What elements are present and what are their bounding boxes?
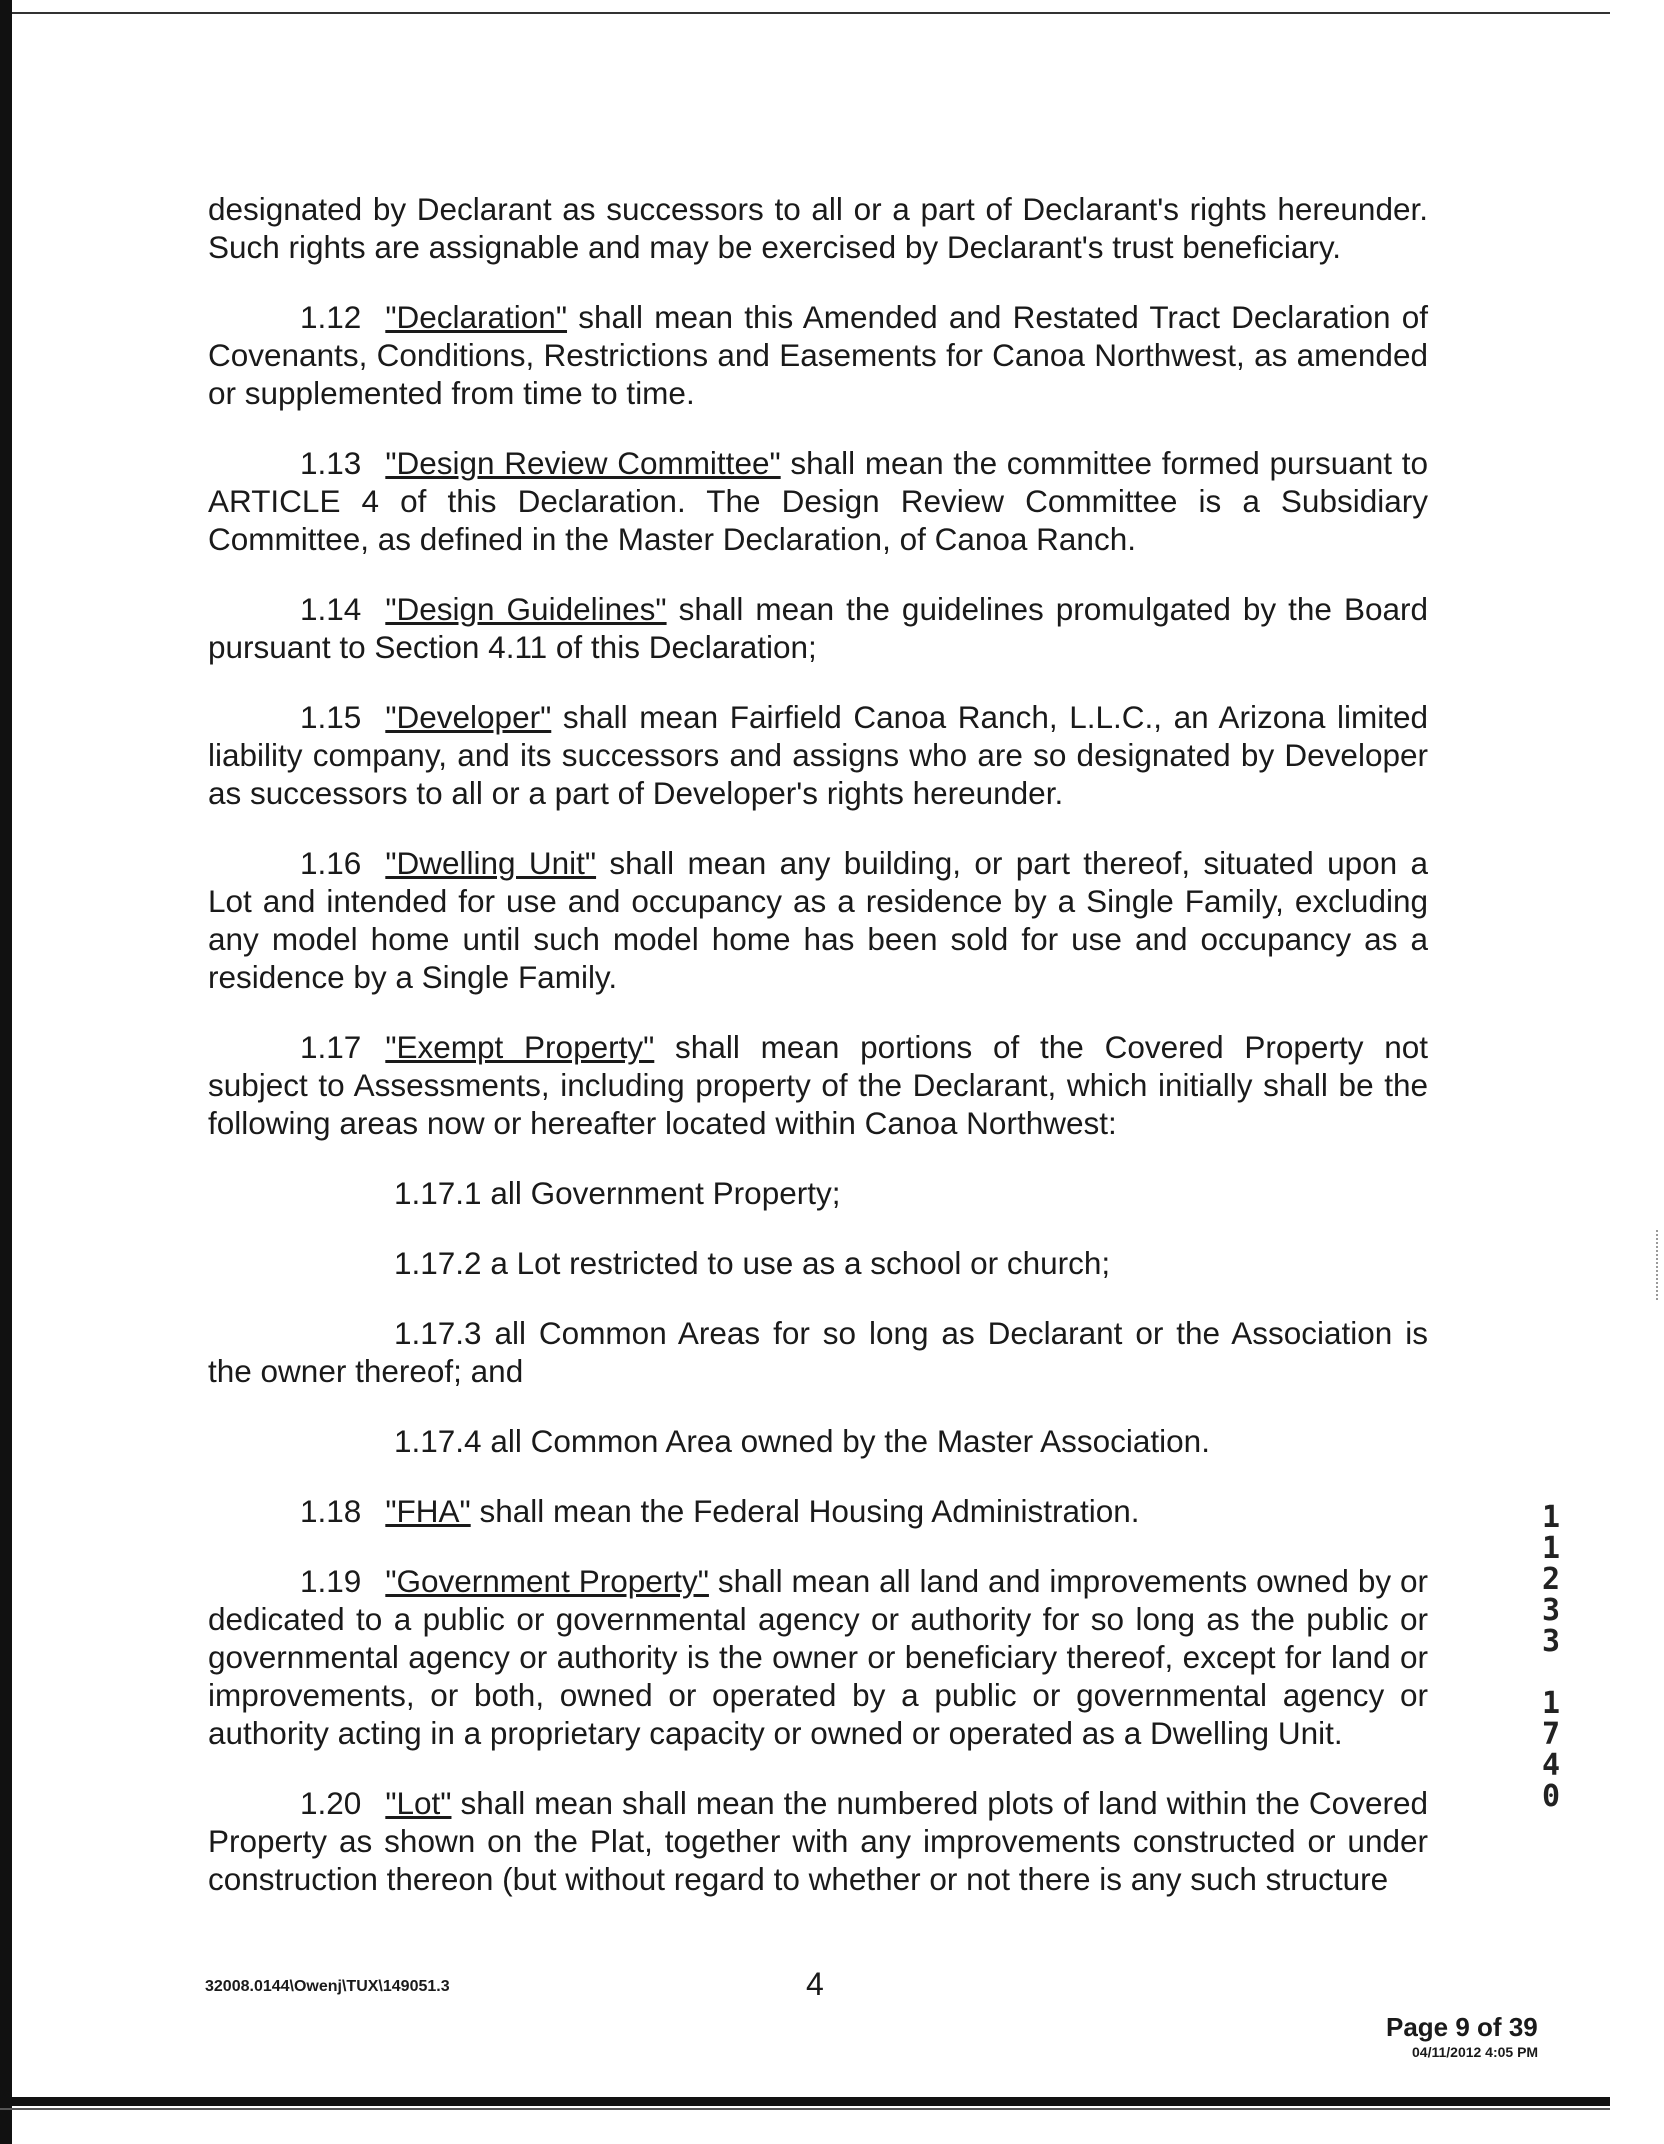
scan-edge-mark (1656, 1230, 1660, 1300)
definition-text: shall mean portions of the Covered Property not subject to Assessments, including property of the Declarant, which initially shall be the following areas now or hereafter located within Canoa Northwest: (208, 1029, 1428, 1141)
section-number: 1.12 (300, 299, 362, 335)
paragraph (208, 844, 1428, 996)
paragraph: 1.17.2 a Lot restricted to use as a school or church; (394, 1245, 1111, 1281)
definition-text: shall mean this Amended and Restated Tract Declaration of Covenants, Conditions, Restrictions and Easements for Canoa Northwest, as amended or supplemented from time to time. (208, 299, 1428, 411)
defined-term: "Lot" (385, 1785, 452, 1821)
stamp-digit: 2 (1541, 1562, 1561, 1597)
document-body (208, 190, 1428, 1930)
page-of-total: Page 9 of 39 (1386, 2012, 1538, 2042)
definition-text: shall mean the guidelines promulgated by the Board pursuant to Section 4.11 of this Declaration; (208, 591, 1429, 665)
section-number: 1.18 (300, 1493, 362, 1529)
recording-stamp-lower (1536, 1688, 1566, 1812)
defined-term: "Government Property" (385, 1563, 709, 1599)
page-number: 4 (806, 1966, 824, 2002)
stamp-digit: 4 (1541, 1748, 1561, 1783)
paragraph: designated by Declarant as successors to all or a part of Declarant's rights hereunder. Such rights are assignable and may be exercised by Declarant's trust beneficiary. (208, 191, 1428, 265)
section-number: 1.20 (300, 1785, 362, 1821)
recording-stamp-upper (1536, 1502, 1566, 1657)
defined-term: "Dwelling Unit" (385, 845, 597, 881)
defined-term: "Developer" (385, 699, 552, 735)
definition-text: shall mean the committee formed pursuant to ARTICLE 4 of this Declaration. The Design Review Committee is a Subsidiary Committee, as defined in the Master Declaration, of Canoa Ranch. (208, 445, 1428, 557)
stamp-digit: 7 (1541, 1717, 1561, 1752)
paragraph (208, 1562, 1428, 1752)
defined-term: "Exempt Property" (385, 1029, 655, 1065)
stamp-digit: 1 (1541, 1686, 1561, 1721)
stamp-digit: 3 (1541, 1624, 1561, 1659)
scan-border-top (0, 12, 1610, 14)
defined-term: "Declaration" (385, 299, 568, 335)
paragraph (208, 590, 1428, 666)
section-number: 1.14 (300, 591, 362, 627)
section-number: 1.15 (300, 699, 362, 735)
stamp-digit: 0 (1541, 1779, 1561, 1814)
definition-text: shall mean Fairfield Canoa Ranch, L.L.C., an Arizona limited liability company, and its successors and assigns who are so designated by Developer as successors to all or a part of Developer's rights hereunder. (208, 699, 1428, 811)
defined-term: "Design Review Committee" (385, 445, 781, 481)
paragraph (208, 444, 1428, 558)
paragraph (208, 298, 1428, 412)
section-number: 1.13 (300, 445, 362, 481)
paragraph (208, 1492, 1428, 1530)
paragraph (208, 698, 1428, 812)
stamp-digit: 3 (1541, 1593, 1561, 1628)
paragraph (208, 1784, 1428, 1898)
section-number: 1.19 (300, 1563, 362, 1599)
defined-term: "FHA" (385, 1493, 471, 1529)
defined-term: "Design Guidelines" (385, 591, 667, 627)
paragraph: 1.17.3 all Common Areas for so long as Declarant or the Association is the owner thereof; and (208, 1315, 1428, 1389)
recording-timestamp: 04/11/2012 4:05 PM (1412, 2044, 1539, 2060)
section-number: 1.17 (300, 1029, 362, 1065)
stamp-digit: 1 (1541, 1500, 1561, 1535)
file-code: 32008.0144\Owenj\TUX\149051.3 (205, 1978, 450, 1995)
section-number: 1.16 (300, 845, 362, 881)
scan-border-bottom (0, 2097, 1610, 2106)
paragraph (208, 1028, 1428, 1142)
paragraph: 1.17.1 all Government Property; (394, 1175, 841, 1211)
definition-text: shall mean shall mean the numbered plots of land within the Covered Property as shown on the Plat, together with any improvements constructed or under construction thereon (but without regard to whether or not there is any such structure (208, 1785, 1428, 1897)
scan-border-left (0, 0, 12, 2144)
definition-text: shall mean the Federal Housing Administration. (470, 1493, 1140, 1529)
scan-border-bottom-thin (0, 2108, 1610, 2110)
definition-text: shall mean all land and improvements owned by or dedicated to a public or governmental agency or authority for so long as the public or governmental agency or authority is the owner or beneficiary thereof, except for land or improvements, or both, owned or operated by a public or governmental agency or authority acting in a proprietary capacity or owned or operated as a Dwelling Unit. (208, 1563, 1428, 1751)
definition-text: shall mean any building, or part thereof, situated upon a Lot and intended for use and occupancy as a residence by a Single Family, excluding any model home until such model home has been sold for use and occupancy as a residence by a Single Family. (208, 845, 1428, 995)
stamp-digit: 1 (1541, 1531, 1561, 1566)
paragraph: 1.17.4 all Common Area owned by the Master Association. (394, 1423, 1210, 1459)
